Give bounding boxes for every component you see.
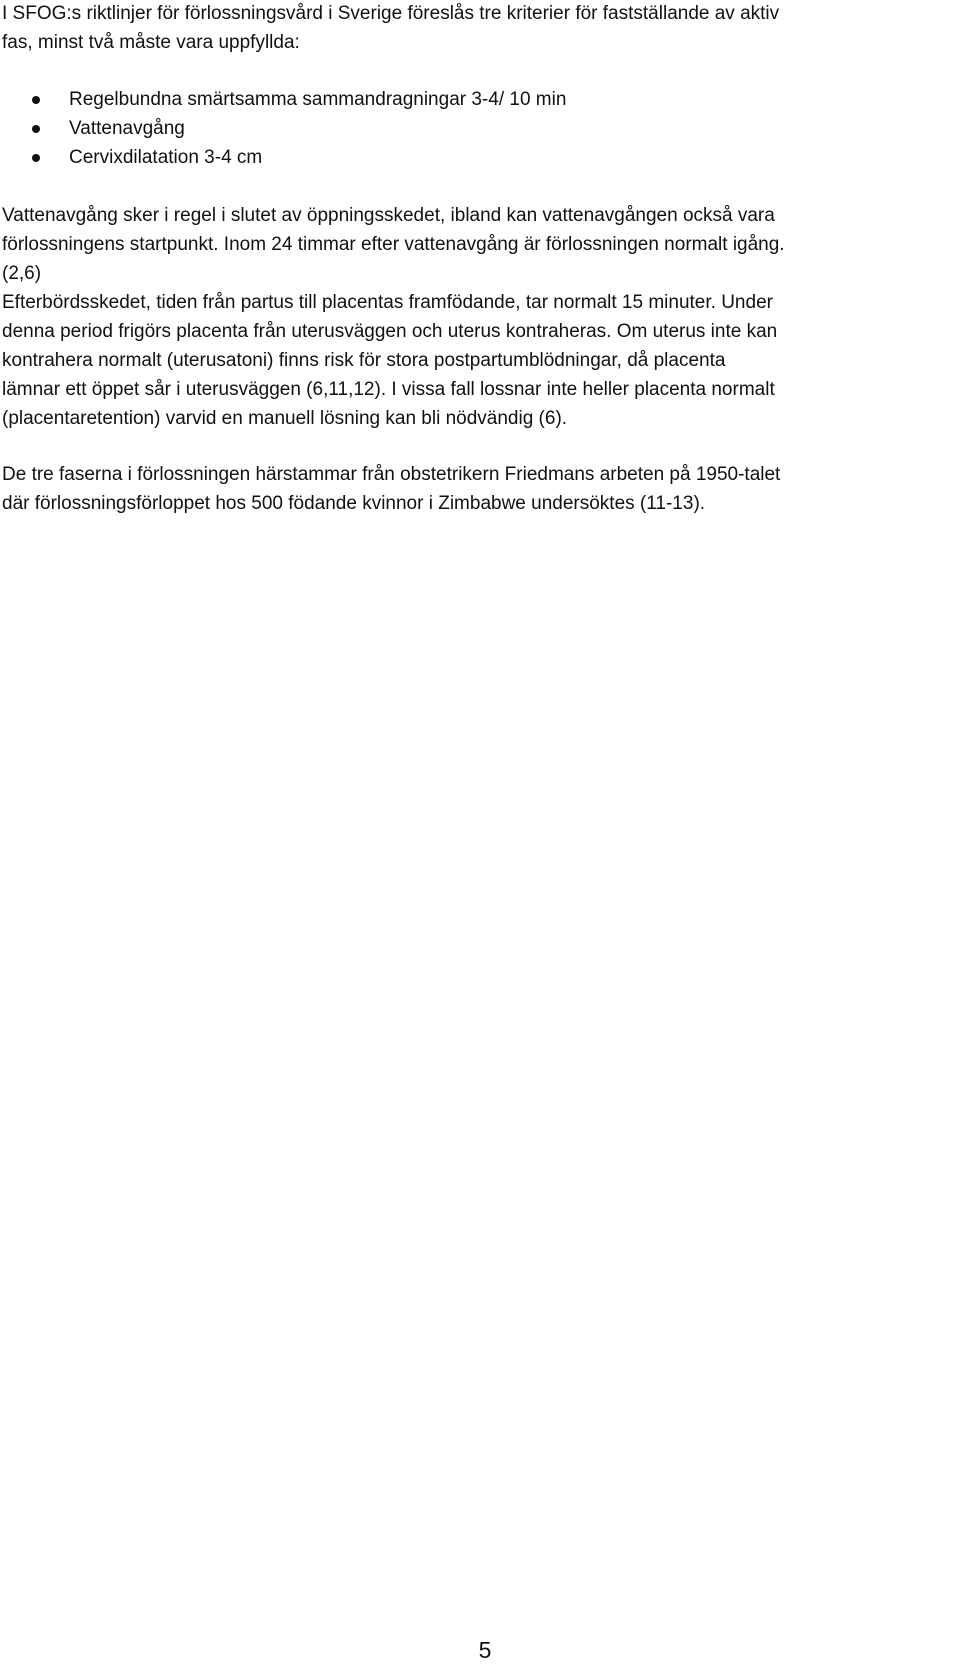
list-item-text: Cervixdilatation 3-4 cm	[69, 147, 263, 168]
paragraph2-line-1: Efterbördsskedet, tiden från partus till placentas framfödande, tar normalt 15 minuter. Under	[2, 292, 773, 313]
bullet-icon	[32, 96, 40, 104]
intro-line-1: I SFOG:s riktlinjer för förlossningsvård i Sverige föreslås tre kriterier för fastställande av aktiv	[2, 3, 780, 24]
paragraph3-line-2: där förlossningsförloppet hos 500 födande kvinnor i Zimbabwe undersöktes (11-13).	[2, 493, 706, 514]
intro-line-2: fas, minst två måste vara uppfyllda:	[2, 32, 300, 53]
list-item	[32, 115, 185, 143]
list-item-text: Regelbundna smärtsamma sammandragningar 3-4/ 10 min	[69, 89, 567, 110]
bullet-icon	[32, 154, 40, 162]
paragraph2-line-2: denna period frigörs placenta från uterusväggen och uterus kontraheras. Om uterus inte kan	[2, 321, 778, 342]
paragraph2-line-5: (placentaretention) varvid en manuell lösning kan bli nödvändig (6).	[2, 408, 568, 429]
list-item	[32, 86, 566, 114]
page-number: 5	[478, 1637, 492, 1663]
paragraph2-line-3: kontrahera normalt (uterusatoni) finns risk för stora postpartumblödningar, då placenta	[2, 350, 726, 371]
paragraph3-line-1: De tre faserna i förlossningen härstammar från obstetrikern Friedmans arbeten på 1950-talet	[2, 464, 781, 485]
paragraph2-line-4: lämnar ett öppet sår i uterusväggen (6,11,12). I vissa fall lossnar inte heller placenta normalt	[2, 379, 775, 400]
paragraph1-line-2: förlossningens startpunkt. Inom 24 timmar efter vattenavgång är förlossningen normalt igång.	[2, 234, 785, 255]
paragraph1-line-1: Vattenavgång sker i regel i slutet av öppningsskedet, ibland kan vattenavgången också vara	[2, 205, 775, 226]
list-item	[32, 144, 262, 172]
bullet-icon	[32, 125, 40, 133]
paragraph1-line-3: (2,6)	[2, 263, 42, 284]
list-item-text: Vattenavgång	[69, 118, 185, 139]
